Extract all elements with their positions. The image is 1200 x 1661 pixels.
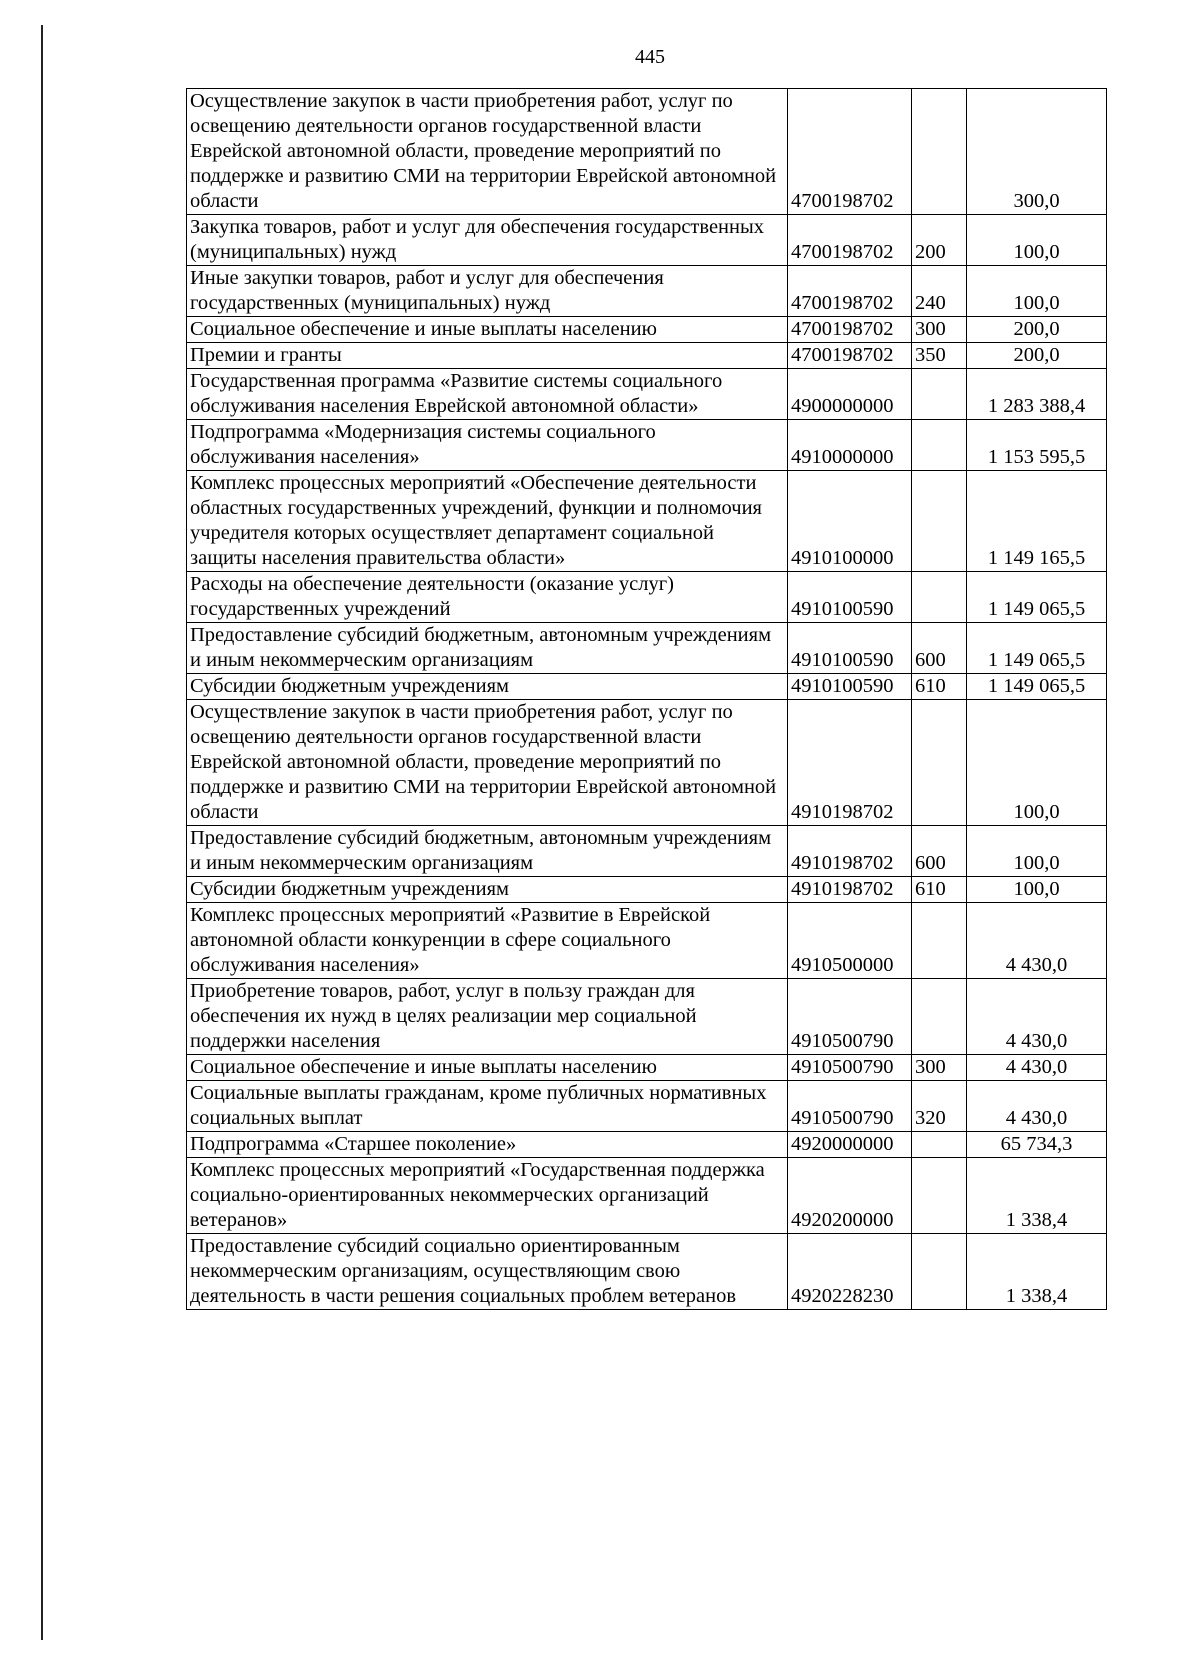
row-sum: 1 153 595,5 [967,420,1107,471]
row-code: 4920228230 [788,1234,912,1310]
row-type: 610 [912,877,967,903]
row-code: 4910100590 [788,674,912,700]
row-type [912,1132,967,1158]
row-sum: 1 149 165,5 [967,471,1107,572]
row-type: 300 [912,1055,967,1081]
table-row [187,471,1107,572]
row-code: 4700198702 [788,266,912,317]
row-code: 4920200000 [788,1158,912,1234]
row-code: 4910500000 [788,903,912,979]
table-row [187,420,1107,471]
table-row [187,266,1107,317]
table-row [187,623,1107,674]
row-name: Государственная программа «Развитие системы социального обслуживания населения Еврейской автономной области» [187,369,788,420]
row-name: Осуществление закупок в части приобретения работ, услуг по освещению деятельности органов государственной власти Еврейской автономной области, проведение мероприятий по поддержке и развитию СМИ на территории Еврейской автономной области [187,89,788,215]
table-row [187,674,1107,700]
table-row [187,979,1107,1055]
row-sum: 4 430,0 [967,979,1107,1055]
row-type: 300 [912,317,967,343]
table-row [187,877,1107,903]
row-type: 600 [912,623,967,674]
row-type [912,1234,967,1310]
row-type: 320 [912,1081,967,1132]
row-code: 4900000000 [788,369,912,420]
table-row [187,215,1107,266]
row-code: 4700198702 [788,215,912,266]
row-name: Подпрограмма «Модернизация системы социального обслуживания населения» [187,420,788,471]
row-sum: 1 338,4 [967,1234,1107,1310]
row-code: 4910500790 [788,1081,912,1132]
page-binding-line [41,25,43,1640]
row-type [912,903,967,979]
row-sum: 1 149 065,5 [967,572,1107,623]
row-sum: 1 338,4 [967,1158,1107,1234]
row-type: 610 [912,674,967,700]
row-name: Предоставление субсидий социально ориентированным некоммерческим организациям, осуществляющим свою деятельность в части решения социальных проблем ветеранов [187,1234,788,1310]
row-code: 4920000000 [788,1132,912,1158]
row-name: Закупка товаров, работ и услуг для обеспечения государственных (муниципальных) нужд [187,215,788,266]
row-code: 4910198702 [788,700,912,826]
row-name: Предоставление субсидий бюджетным, автономным учреждениям и иным некоммерческим организациям [187,623,788,674]
row-type [912,979,967,1055]
row-type [912,700,967,826]
row-sum: 200,0 [967,343,1107,369]
row-sum: 1 149 065,5 [967,623,1107,674]
row-code: 4910500790 [788,979,912,1055]
row-name: Осуществление закупок в части приобретения работ, услуг по освещению деятельности органов государственной власти Еврейской автономной области, проведение мероприятий по поддержке и развитию СМИ на территории Еврейской автономной области [187,700,788,826]
row-name: Иные закупки товаров, работ и услуг для обеспечения государственных (муниципальных) нужд [187,266,788,317]
row-code: 4700198702 [788,343,912,369]
table-row [187,89,1107,215]
table-row [187,903,1107,979]
row-code: 4910198702 [788,826,912,877]
row-sum: 100,0 [967,826,1107,877]
row-name: Субсидии бюджетным учреждениям [187,877,788,903]
row-type [912,572,967,623]
row-code: 4910000000 [788,420,912,471]
row-name: Субсидии бюджетным учреждениям [187,674,788,700]
row-name: Премии и гранты [187,343,788,369]
row-name: Комплекс процессных мероприятий «Развитие в Еврейской автономной области конкуренции в сфере социального обслуживания населения» [187,903,788,979]
row-type: 240 [912,266,967,317]
table-row [187,700,1107,826]
budget-table [186,88,1107,1310]
row-sum: 300,0 [967,89,1107,215]
row-code: 4700198702 [788,317,912,343]
row-type [912,420,967,471]
row-type: 350 [912,343,967,369]
row-name: Предоставление субсидий бюджетным, автономным учреждениям и иным некоммерческим организациям [187,826,788,877]
table-row [187,826,1107,877]
row-code: 4910500790 [788,1055,912,1081]
table-row [187,1081,1107,1132]
row-type: 200 [912,215,967,266]
row-name: Расходы на обеспечение деятельности (оказание услуг) государственных учреждений [187,572,788,623]
row-sum: 100,0 [967,215,1107,266]
row-code: 4910100590 [788,572,912,623]
row-sum: 4 430,0 [967,1055,1107,1081]
row-name: Подпрограмма «Старшее поколение» [187,1132,788,1158]
row-type [912,1158,967,1234]
row-type [912,369,967,420]
row-name: Социальное обеспечение и иные выплаты населению [187,1055,788,1081]
row-code: 4910100000 [788,471,912,572]
row-sum: 65 734,3 [967,1132,1107,1158]
row-type: 600 [912,826,967,877]
page-number: 445 [635,46,665,68]
row-name: Социальные выплаты гражданам, кроме публичных нормативных социальных выплат [187,1081,788,1132]
row-sum: 1 283 388,4 [967,369,1107,420]
table-row [187,1234,1107,1310]
row-name: Социальное обеспечение и иные выплаты населению [187,317,788,343]
row-name: Комплекс процессных мероприятий «Обеспечение деятельности областных государственных учреждений, функции и полномочия учредителя которых осуществляет департамент социальной защиты населения правительства области» [187,471,788,572]
row-sum: 100,0 [967,700,1107,826]
row-code: 4910100590 [788,623,912,674]
row-name: Комплекс процессных мероприятий «Государственная поддержка социально-ориентированных некоммерческих организаций ветеранов» [187,1158,788,1234]
row-sum: 200,0 [967,317,1107,343]
row-code: 4700198702 [788,89,912,215]
table-row [187,343,1107,369]
row-type [912,89,967,215]
table-row [187,572,1107,623]
row-type [912,471,967,572]
row-name: Приобретение товаров, работ, услуг в пользу граждан для обеспечения их нужд в целях реализации мер социальной поддержки населения [187,979,788,1055]
table-row [187,1055,1107,1081]
table-row [187,1132,1107,1158]
row-sum: 100,0 [967,266,1107,317]
row-sum: 1 149 065,5 [967,674,1107,700]
table-row [187,317,1107,343]
row-code: 4910198702 [788,877,912,903]
row-sum: 4 430,0 [967,903,1107,979]
table-row [187,1158,1107,1234]
row-sum: 100,0 [967,877,1107,903]
table-row [187,369,1107,420]
row-sum: 4 430,0 [967,1081,1107,1132]
